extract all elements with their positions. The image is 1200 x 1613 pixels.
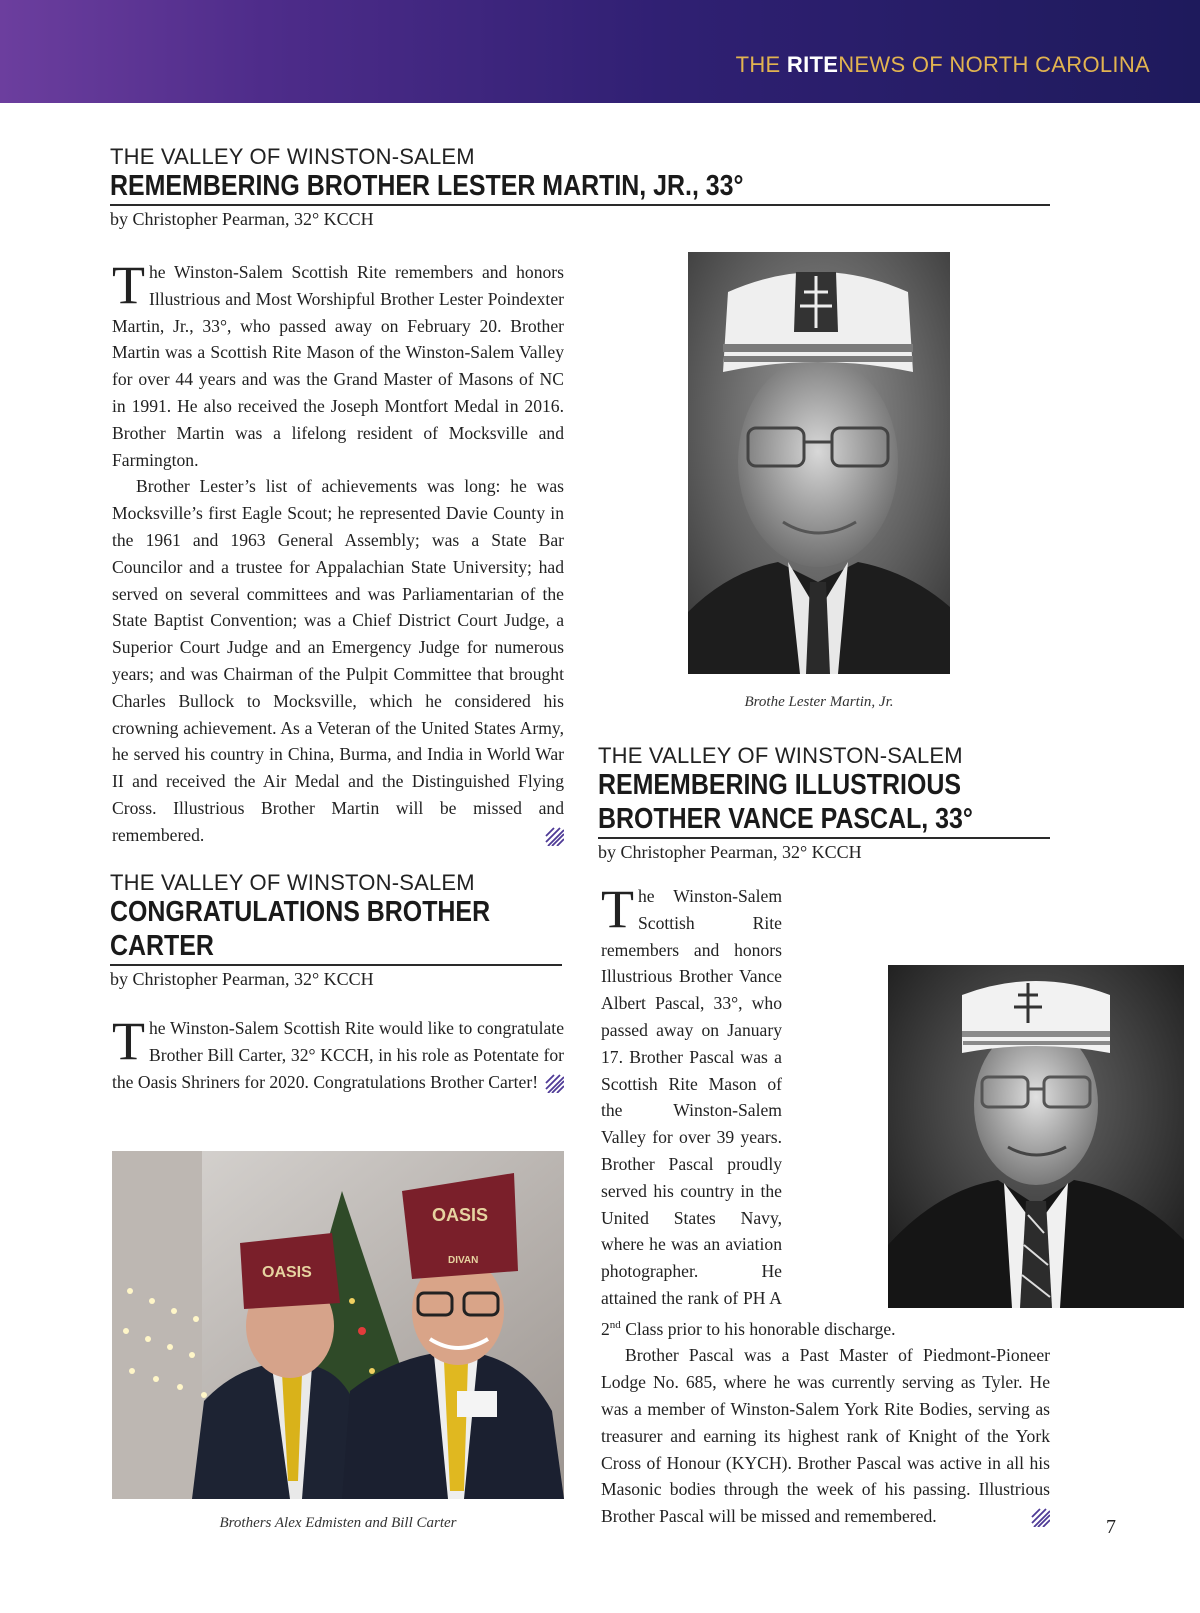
article-carter-body [112, 1011, 564, 1095]
article-headline-line1: REMEMBERING ILLUSTRIOUS [598, 769, 962, 801]
caption-carter: Brothers Alex Edmisten and Bill Carter [219, 1515, 457, 1531]
photo-lester-martin [688, 252, 950, 674]
page-number: 7 [1106, 1516, 1116, 1538]
article-carter-header [110, 871, 562, 990]
masthead: THE RITENEWS OF NORTH CAROLINA [735, 52, 1150, 77]
fez-text-divan: DIVAN [448, 1255, 479, 1266]
article-headline-line2: BROTHER VANCE PASCAL, 33° [598, 803, 973, 835]
end-mark-icon [1030, 1507, 1050, 1527]
paragraph: Class prior to his honorable discharge. [620, 1318, 896, 1339]
drop-cap: T [112, 1011, 145, 1071]
end-mark-icon [544, 826, 564, 846]
article-martin-header [110, 145, 1050, 230]
article-headline: REMEMBERING BROTHER LESTER MARTIN, JR., 33° [110, 170, 744, 202]
superscript: nd [609, 1318, 621, 1331]
article-kicker: THE VALLEY OF WINSTON-SALEM [110, 144, 475, 169]
article-byline: by Christopher Pearman, 32° KCCH [598, 842, 862, 862]
headline-rule [598, 837, 1050, 839]
paragraph: he Winston-Salem Scottish Rite would like to congratulate Brother Bill Carter, 32° KCCH, in his role as Potentate for the Oasis Shriners for 2020. Congratulations Brother Carter! [112, 1018, 564, 1092]
drop-cap: T [601, 879, 634, 939]
article-headline-line2: CARTER [110, 930, 214, 962]
headline-rule [110, 964, 562, 966]
photo-edmisten-carter [112, 1151, 564, 1499]
fez-text-oasis-2: OASIS [432, 1205, 489, 1225]
article-byline: by Christopher Pearman, 32° KCCH [110, 969, 374, 989]
paragraph: Brother Pascal was a Past Master of Piedmont-Pioneer Lodge No. 685, where he was currently serving as Tyler. He was a member of Winston-Salem York Rite Bodies, serving as treasurer and earning its highest rank of Knight of the York Cross of Honour (KYCH). Brother Pascal was active in all his Masonic bodies through the week of his passing. Illustrious Brother Pascal will be missed and remembered. [601, 1345, 1050, 1527]
article-byline: by Christopher Pearman, 32° KCCH [110, 209, 374, 229]
article-kicker: THE VALLEY OF WINSTON-SALEM [110, 870, 475, 895]
drop-cap: T [112, 255, 145, 315]
paragraph: he Winston-Salem Scottish Rite remembers and honors Illustrious and Most Worshipful Brother Lester Poindexter Martin, Jr., 33°, who passed away on February 20. Brother Martin was a Scottish Rite Mason of the Winston-Salem Valley for over 44 years and was the Grand Master of Masons of NC in 1991. He also received the Joseph Montfort Medal in 2016. Brother Martin was a lifelong resident of Mocksville and Farmington. [112, 262, 564, 470]
paragraph: Brother Lester’s list of achievements was long: he was Mocksville’s first Eagle Scout; he represented Davie County in the 1961 and 1963 General Assembly; was a State Bar Councilor and a trustee for Appalachian State University; had served on several committees and was Parliamentarian of the State Baptist Convention; was a Chief District Court Judge, a Superior Court Judge and an Emergency Judge for numerous years; and was Chairman of the Pulpit Committee that brought Charles Bullock to Mocksville, which he considered his crowning achievement. As a Veteran of the United States Army, he served his country in China, Burma, and India in World War II and received the Air Medal and the Distinguished Flying Cross. Illustrious Brother Martin will be missed and remembered. [112, 476, 564, 845]
fez-text-oasis: OASIS [262, 1264, 312, 1281]
caption-martin: Brothe Lester Martin, Jr. [744, 694, 894, 710]
article-martin-body [112, 255, 564, 849]
photo-vance-pascal [888, 965, 1184, 1308]
article-headline-line1: CONGRATULATIONS BROTHER [110, 896, 491, 928]
end-mark-icon [544, 1073, 564, 1093]
headline-rule [110, 204, 1050, 206]
article-kicker: THE VALLEY OF WINSTON-SALEM [598, 743, 963, 768]
paragraph: he Winston-Salem Scottish Rite remembers and honors Illustrious Brother Vance Albert Pascal, 33°, who passed away on January 17. Brother Pascal was a Scottish Rite Mason of the Winston-Salem Valley for over 39 years. Brother Pascal proudly served his country in the United States Navy, where he was an aviation photographer. He attained the rank of PH A 2 [601, 886, 782, 1339]
article-pascal-header [598, 744, 1050, 863]
